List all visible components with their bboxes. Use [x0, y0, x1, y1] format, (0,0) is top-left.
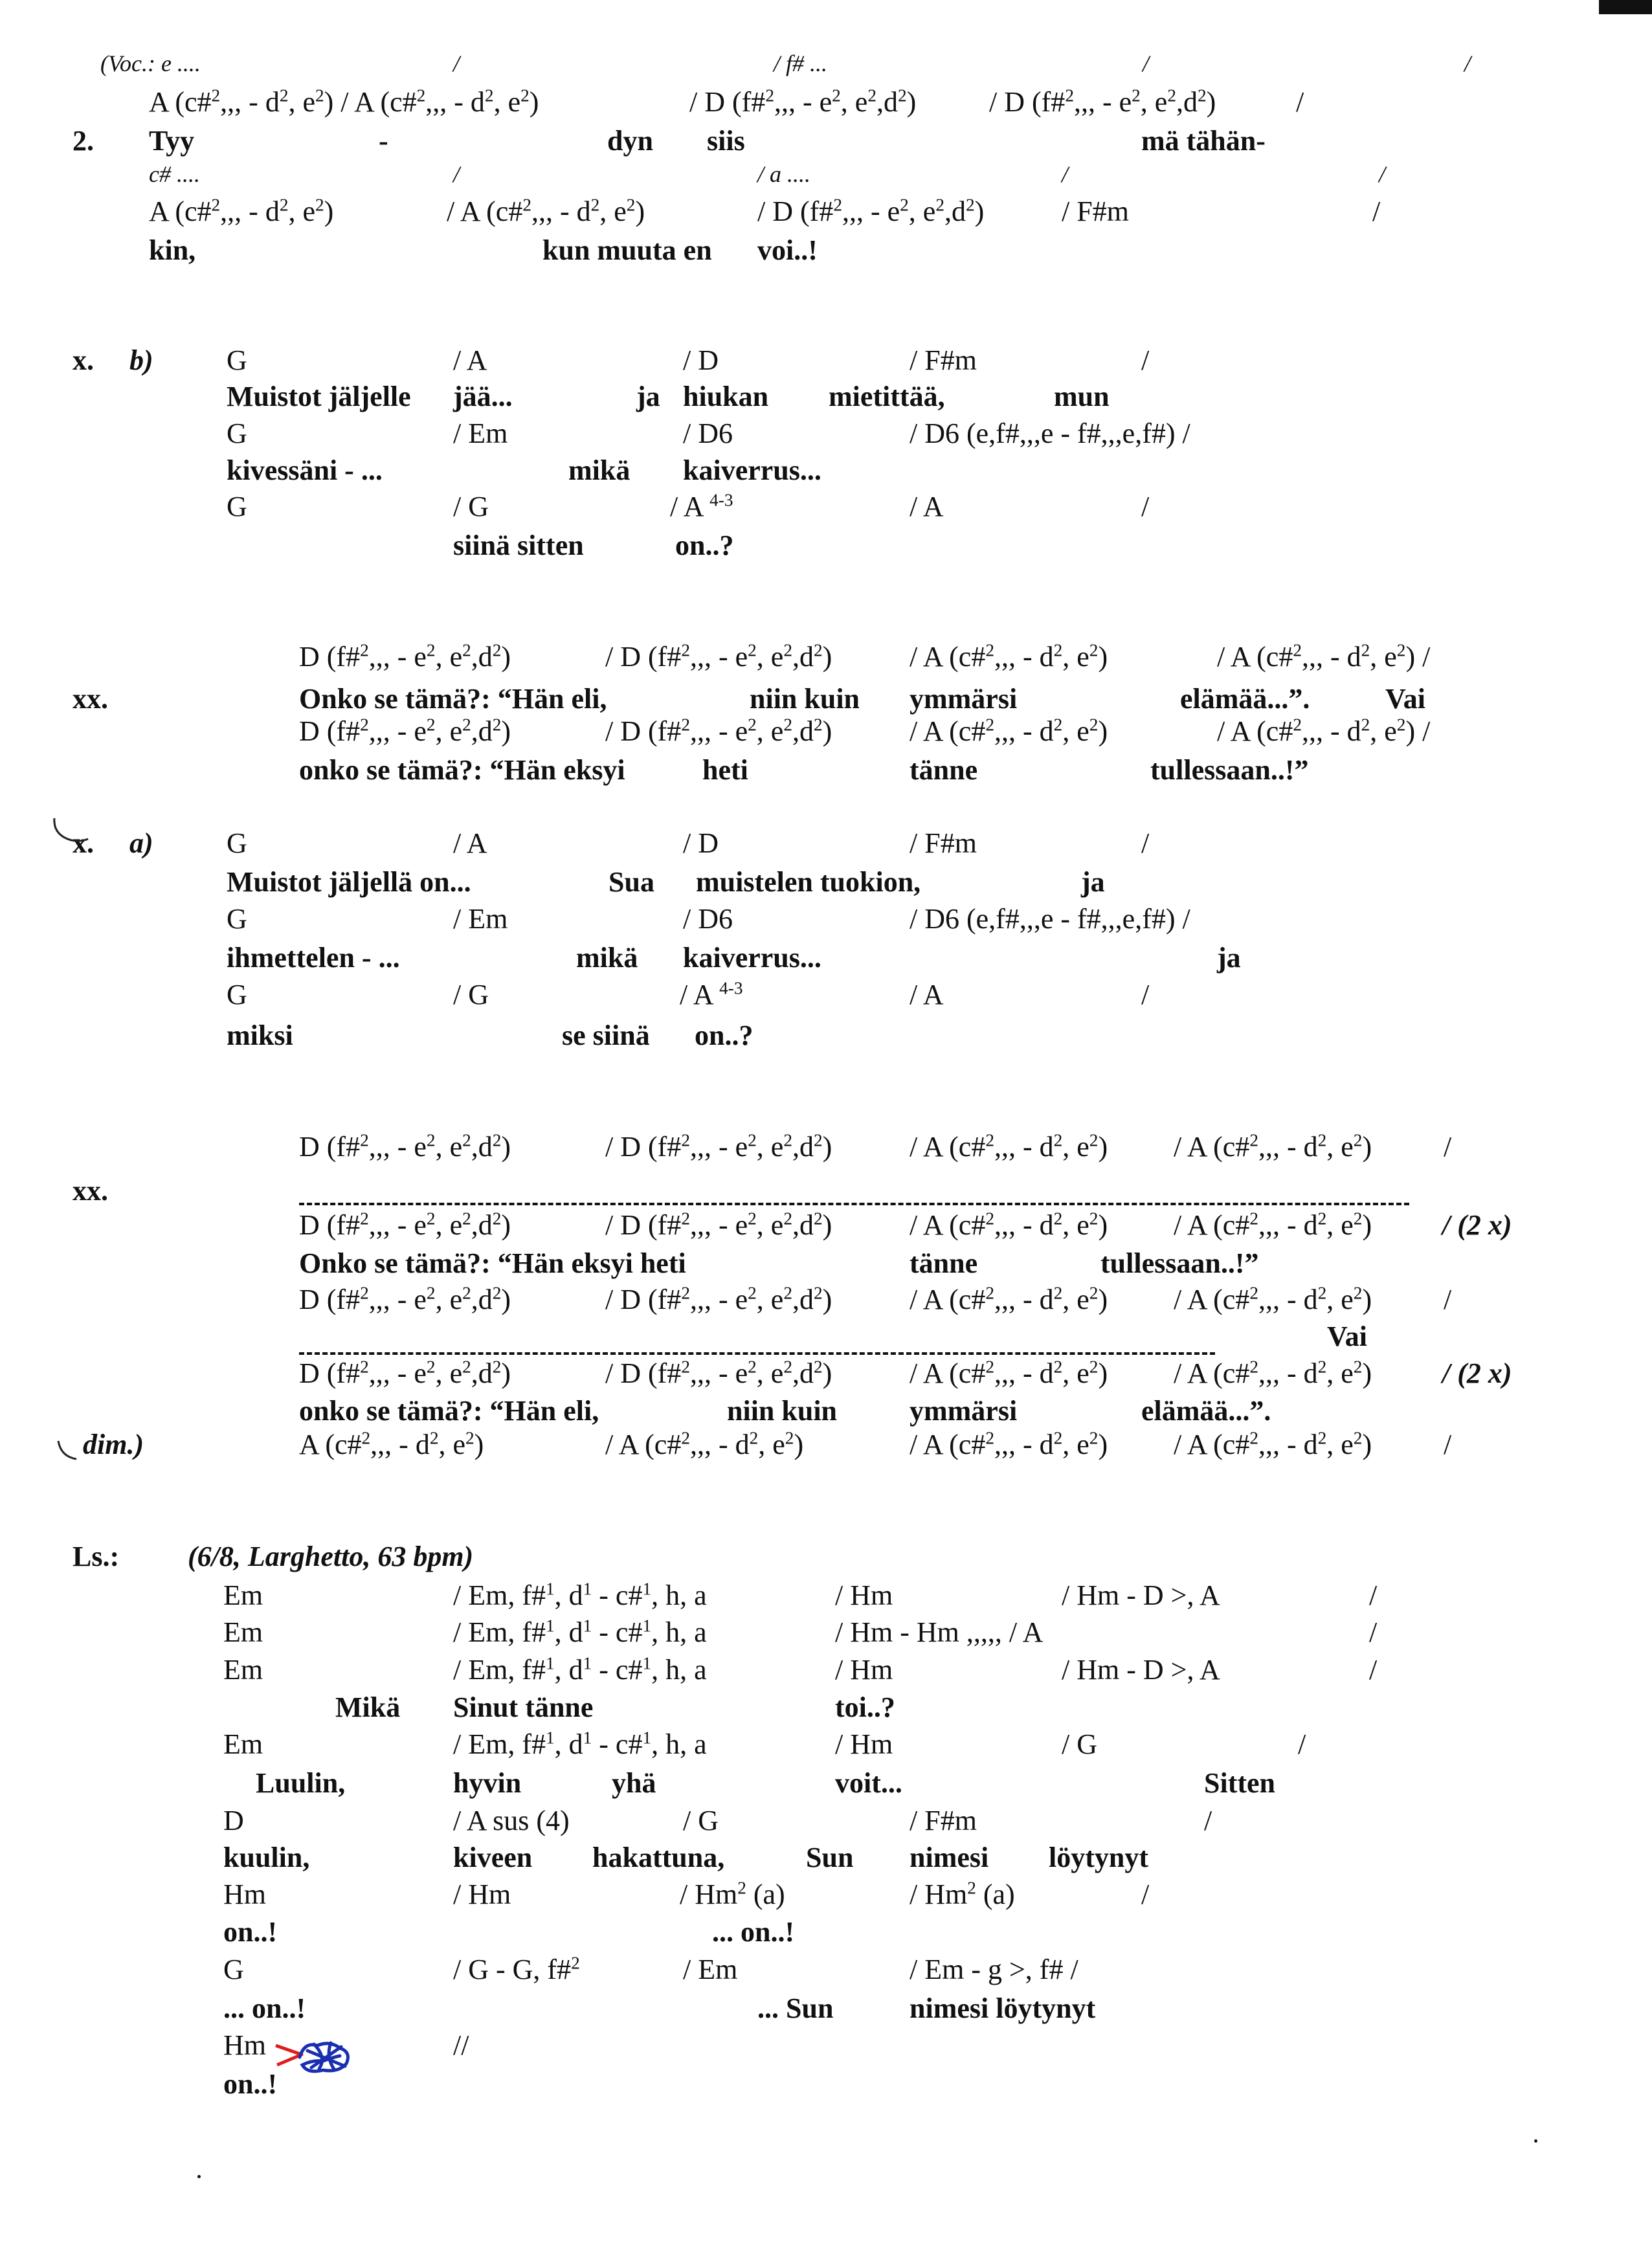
sheet-text: siis [707, 125, 745, 157]
sheet-text: D (f#$^2$,,, - $e^2$, $e^2,d^2$) [299, 640, 511, 673]
sheet-text: löytynyt [1049, 1842, 1148, 1873]
sheet-text: / D [683, 344, 719, 376]
stray-dot [197, 2175, 201, 2178]
sheet-text: elämää...”. [1180, 683, 1310, 715]
sheet-text: on..! [223, 1916, 278, 1948]
sheet-text: G [227, 979, 247, 1010]
sheet-text: / D6 [683, 418, 733, 449]
sheet-text: / [1369, 1616, 1378, 1648]
sheet-text: Onko se tämä?: “Hän eksyi heti [299, 1247, 686, 1279]
sheet-text: / Hm - Hm ,,,,, / A [835, 1616, 1044, 1648]
sheet-text: Luulin, [256, 1767, 346, 1799]
pencil-hook-mark [52, 1436, 97, 1475]
sheet-text: / A (c#$^2$,,, - $d^2$, $e^2$) [910, 1428, 1108, 1460]
sheet-text: / [1444, 1131, 1452, 1163]
sheet-text: / D [683, 827, 719, 859]
sheet-text: / A [910, 979, 944, 1010]
sheet-text: / D (f#$^2$,,, - $e^2$, $e^2,d^2$) [605, 1130, 832, 1163]
sheet-text: / [1141, 344, 1150, 376]
sheet-text: Vai [1385, 683, 1425, 715]
sheet-text: onko se tämä?: “Hän eli, [299, 1395, 599, 1427]
sheet-text: dim.) [83, 1429, 144, 1460]
sheet-text: / D (f#$^2$,,, - $e^2$, $e^2,d^2$) [605, 1209, 832, 1241]
sheet-text: / A (c#$^2$,,, - $d^2$, $e^2$) [1174, 1357, 1372, 1389]
sheet-text: G [223, 1954, 244, 1985]
sheet-text: / Em - g >, f# / [910, 1954, 1078, 1985]
sheet-text: / A (c#$^2$,,, - $d^2$, $e^2$) [447, 195, 645, 227]
blue-scribble-mark [295, 2038, 356, 2075]
sheet-text: / [453, 50, 460, 76]
sheet-text: Em [223, 1728, 263, 1760]
sheet-text: hyvin [453, 1767, 522, 1799]
sheet-text: xx. [73, 683, 108, 715]
sheet-text: / [1296, 86, 1304, 118]
sheet-text: kun muuta en [542, 234, 712, 266]
sheet-text: 2. [73, 125, 94, 157]
sheet-text: / [1141, 1878, 1150, 1910]
sheet-text: / D (f#$^2$,,, - $e^2$, $e^2,d^2$) [605, 1357, 832, 1389]
sheet-text: dyn [607, 125, 653, 157]
sheet-text: kivessäni - ... [227, 454, 383, 486]
sheet-text: / [1141, 979, 1150, 1010]
page-edge-mark [1599, 0, 1652, 14]
sheet-text: Em [223, 1654, 263, 1686]
sheet-text: / [1379, 161, 1386, 187]
sheet-text: Hm [223, 1878, 266, 1910]
sheet-text: tullessaan..!” [1150, 754, 1309, 786]
sheet-text: Sua [608, 866, 654, 898]
sheet-text: D (f#$^2$,,, - $e^2$, $e^2,d^2$) [299, 1209, 511, 1241]
sheet-text: mun [1054, 381, 1110, 412]
sheet-text: / D6 [683, 903, 733, 935]
sheet-text: Em [223, 1616, 263, 1648]
sheet-text: ymmärsi [910, 1395, 1018, 1427]
sheet-text: D [223, 1805, 244, 1836]
sheet-text: voit... [835, 1767, 902, 1799]
sheet-text: / Hm [835, 1728, 893, 1760]
sheet-text: A (c#$^2$,,, - $d^2$, $e^2$) [149, 195, 334, 227]
sheet-text: ja [636, 381, 660, 412]
sheet-text: Mikä [335, 1691, 401, 1723]
sheet-text: A (c#$^2$,,, - $d^2$, $e^2$) [299, 1428, 484, 1460]
sheet-text: Hm [223, 2029, 266, 2061]
sheet-text: / [1141, 827, 1150, 859]
sheet-text: ja [1081, 866, 1105, 898]
sheet-text: Sitten [1204, 1767, 1275, 1799]
sheet-text: tänne [910, 754, 978, 786]
sheet-text: / [1372, 195, 1381, 227]
sheet-text: voi..! [757, 234, 818, 266]
sheet-text: / F#m [1062, 195, 1129, 227]
sheet-text: nimesi [910, 1842, 989, 1873]
sheet-text: / A (c#$^2$,,, - $d^2$, $e^2$) [1174, 1283, 1372, 1315]
sheet-text: kin, [149, 234, 196, 266]
sheet-text: x. [73, 827, 94, 859]
sheet-text: Sun [806, 1842, 854, 1873]
sheet-text: G [227, 344, 247, 376]
sheet-text: jää... [453, 381, 513, 412]
sheet-text: se siinä [562, 1020, 650, 1051]
sheet-text: / (2 x) [1442, 1209, 1512, 1241]
sheet-text: / Hm [835, 1654, 893, 1686]
sheet-text: nimesi löytynyt [910, 1992, 1096, 2024]
sheet-text: ... on..! [223, 1992, 306, 2024]
sheet-text: / Em [683, 1954, 738, 1985]
sheet-text: / [1369, 1579, 1378, 1611]
sheet-text: / A $^{4-3}$ [670, 490, 733, 522]
sheet-text: / D (f#$^2$,,, - $e^2$, $e^2,d^2$) [605, 640, 832, 673]
sheet-text: / G [453, 491, 489, 522]
sheet-text: (Voc.: e .... [100, 50, 201, 76]
sheet-text: hakattuna, [592, 1842, 725, 1873]
sheet-text: / [1444, 1429, 1452, 1460]
sheet-text: / A (c#$^2$,,, - $d^2$, $e^2$) [1174, 1209, 1372, 1241]
sheet-text: / D (f#$^2$,,, - $e^2$, $e^2,d^2$) [605, 715, 832, 747]
stray-dot [1534, 2139, 1537, 2143]
sheet-text: yhä [612, 1767, 656, 1799]
sheet-text: / D (f#$^2$,,, - $e^2$, $e^2,d^2$) [605, 1283, 832, 1315]
sheet-text: on..? [695, 1020, 753, 1051]
sheet-text: / [1141, 491, 1150, 522]
sheet-text: / A [453, 344, 487, 376]
sheet-text: / [1204, 1805, 1212, 1836]
pencil-hook-mark [45, 816, 97, 854]
sheet-text: / Em, f#$^1$, $d^1$ - c#$^1$, h, a [453, 1728, 707, 1760]
sheet-text: ihmettelen - ... [227, 942, 400, 974]
sheet-text: on..? [675, 530, 734, 561]
sheet-text: c# .... [149, 161, 200, 187]
sheet-text: b) [129, 344, 153, 376]
sheet-text: toi..? [835, 1691, 895, 1723]
sheet-text: G [227, 418, 247, 449]
sheet-text: siinä sitten [453, 530, 584, 561]
sheet-text: / D (f#$^2$,,, - $e^2$, $e^2,d^2$) [989, 85, 1216, 118]
sheet-text: D (f#$^2$,,, - $e^2$, $e^2,d^2$) [299, 1130, 511, 1163]
sheet-text: ... on..! [712, 1916, 795, 1948]
sheet-text: D (f#$^2$,,, - $e^2$, $e^2,d^2$) [299, 715, 511, 747]
sheet-text: heti [702, 754, 748, 786]
sheet-text: / A (c#$^2$,,, - $d^2$, $e^2$) [910, 1283, 1108, 1315]
sheet-text: / G [1062, 1728, 1097, 1760]
sheet-text: G [227, 903, 247, 935]
sheet-text: D (f#$^2$,,, - $e^2$, $e^2,d^2$) [299, 1357, 511, 1389]
sheet-text: elämää...”. [1141, 1395, 1271, 1427]
sheet-text: xx. [73, 1175, 108, 1207]
sheet-text: onko se tämä?: “Hän eksyi [299, 754, 625, 786]
sheet-text: / Em [453, 418, 508, 449]
sheet-text: / G [453, 979, 489, 1010]
sheet-text: ja [1217, 942, 1241, 974]
sheet-text: hiukan [683, 381, 769, 412]
sheet-text: / A (c#$^2$,,, - $d^2$, $e^2$) [910, 1357, 1108, 1389]
sheet-text: / [1464, 50, 1471, 76]
sheet-text: a) [129, 827, 153, 859]
sheet-text: kaiverrus... [683, 942, 821, 974]
sheet-text: / F#m [910, 344, 977, 376]
sheet-text: Tyy [149, 125, 195, 157]
sheet-text: / F#m [910, 1805, 977, 1836]
sheet-text: / (2 x) [1442, 1357, 1512, 1389]
sheet-text: mietittää, [829, 381, 945, 412]
sheet-text: // [453, 2029, 469, 2061]
sheet-text: tänne [910, 1247, 978, 1279]
sheet-text: ymmärsi [910, 683, 1018, 715]
sheet-text: / [1369, 1654, 1378, 1686]
sheet-text: / A (c#$^2$,,, - $d^2$, $e^2$) [910, 715, 1108, 747]
sheet-text: D (f#$^2$,,, - $e^2$, $e^2,d^2$) [299, 1283, 511, 1315]
sheet-text: / Hm - D >, A [1062, 1654, 1220, 1686]
sheet-text: mikä [576, 942, 638, 974]
sheet-text: / A (c#$^2$,,, - $d^2$, $e^2$) [605, 1428, 804, 1460]
sheet-text: Muistot jäljellä on... [227, 866, 471, 898]
sheet-text: ... Sun [757, 1992, 834, 2024]
sheet-text: / D (f#$^2$,,, - $e^2$, $e^2,d^2$) [689, 85, 917, 118]
sheet-text: / [1444, 1284, 1452, 1315]
sheet-text: / f# ... [774, 50, 828, 76]
sheet-text: kuulin, [223, 1842, 310, 1873]
dashed-divider [299, 1352, 1215, 1355]
sheet-text: muistelen tuokion, [696, 866, 921, 898]
sheet-text: / [1298, 1728, 1306, 1760]
sheet-text: / A (c#$^2$,,, - $d^2$, $e^2$) [910, 1130, 1108, 1163]
sheet-text: / F#m [910, 827, 977, 859]
sheet-text: mä tähän- [1141, 125, 1266, 157]
sheet-text: kaiverrus... [683, 454, 821, 486]
sheet-text: / [453, 161, 460, 187]
sheet-text: / Hm$^2$ (a) [680, 1878, 785, 1910]
sheet-text: / A $^{4-3}$ [680, 978, 743, 1010]
sheet-text: / [1143, 50, 1150, 76]
sheet-text: / A [910, 491, 944, 522]
sheet-text: / G [683, 1805, 719, 1836]
sheet-text: / A (c#$^2$,,, - $d^2$, $e^2$) [1174, 1130, 1372, 1163]
sheet-text: / G - G, f#$^2$ [453, 1953, 580, 1985]
sheet-text: / D (f#$^2$,,, - $e^2$, $e^2,d^2$) [757, 195, 985, 227]
sheet-text: / Hm - D >, A [1062, 1579, 1220, 1611]
sheet-text: / Hm$^2$ (a) [910, 1878, 1015, 1910]
sheet-text: Em [223, 1579, 263, 1611]
sheet-text: / D6 (e,f#,,,e - f#,,,e,f#) / [910, 903, 1190, 935]
sheet-text: / A [453, 827, 487, 859]
sheet-text: tullessaan..!” [1100, 1247, 1259, 1279]
sheet-text: / [1062, 161, 1069, 187]
sheet-text: G [227, 827, 247, 859]
sheet-text: A (c#$^2$,,, - $d^2$, $e^2$) / A (c#$^2$,,, - $d^2$, $e^2$) [149, 85, 539, 118]
sheet-text: Vai [1327, 1321, 1367, 1352]
sheet-text: / Em, f#$^1$, $d^1$ - c#$^1$, h, a [453, 1616, 707, 1648]
sheet-text: / Em, f#$^1$, $d^1$ - c#$^1$, h, a [453, 1579, 707, 1611]
sheet-text: / D6 (e,f#,,,e - f#,,,e,f#) / [910, 418, 1190, 449]
sheet-text: Ls.: [73, 1541, 120, 1572]
sheet-text: - [379, 125, 388, 157]
sheet-text: / A (c#$^2$,,, - $d^2$, $e^2$) / [1217, 715, 1431, 747]
sheet-text: / Hm [835, 1579, 893, 1611]
sheet-text: / A (c#$^2$,,, - $d^2$, $e^2$) [910, 1209, 1108, 1241]
sheet-text: niin kuin [727, 1395, 838, 1427]
sheet-text: / A (c#$^2$,,, - $d^2$, $e^2$) / [1217, 640, 1431, 673]
sheet-text: G [227, 491, 247, 522]
dashed-divider [299, 1203, 1409, 1205]
sheet-text: / A sus (4) [453, 1805, 570, 1836]
sheet-text: miksi [227, 1020, 293, 1051]
sheet-text: / Em [453, 903, 508, 935]
sheet-text: kiveen [453, 1842, 533, 1873]
sheet-text: / A (c#$^2$,,, - $d^2$, $e^2$) [1174, 1428, 1372, 1460]
sheet-text: Muistot jäljelle [227, 381, 411, 412]
sheet-text: / a .... [757, 161, 811, 187]
sheet-text: / A (c#$^2$,,, - $d^2$, $e^2$) [910, 640, 1108, 673]
sheet-text: Sinut tänne [453, 1691, 594, 1723]
sheet-text: niin kuin [750, 683, 860, 715]
sheet-text: Onko se tämä?: “Hän eli, [299, 683, 607, 715]
sheet-text: mikä [568, 454, 631, 486]
sheet-text: (6/8, Larghetto, 63 bpm) [188, 1541, 474, 1572]
sheet-text: / Em, f#$^1$, $d^1$ - c#$^1$, h, a [453, 1653, 707, 1686]
sheet-text: on..! [223, 2068, 278, 2100]
sheet-text: / Hm [453, 1878, 511, 1910]
sheet-text: x. [73, 344, 94, 376]
